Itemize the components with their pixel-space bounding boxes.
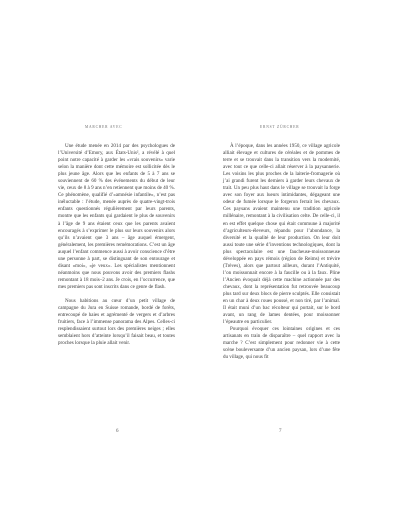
right-paragraph-2: Pourquoi évoquer ces lointaines origines et ces artisanats en train de disparaître – quel rapport avec la marche ? C’est simplement pour redonner vie à cette scène bouleversante d’un ancien paysan, lors d’une fête du village, qui nous fit (223, 326, 340, 361)
left-paragraph-1: Une étude menée en 2014 par des psychologues de l’Université d’Emory, aux États-Unis², a révélé à quel point notre capacité à garder les «vrais souvenirs» varie selon la manière dont cette mémoire est sollicitée dès le plus jeune âge. Alors que les enfants de 5 à 7 ans se souviennent de 60 % des événements du début de leur vie, ceux de 8 à 9 ans n’en retiennent que moins de 40 %. Ce phénomène, qualifié d’«amnésie infantile», n’est pas inéluctable : l’étude, menée auprès de quatre-vingt-trois enfants questionnés régulièrement par leurs parents, montre que les enfants qui gardaient le plus de souvenirs à l’âge de 9 ans étaient ceux que les parents avaient encouragés à s’exprimer le plus sur leurs souvenirs alors qu’ils n’avaient que 3 ans – âge auquel émergent, généralement, les premières remémorations. C’est un âge auquel l’enfant commence aussi à avoir conscience d’être une personne à part, se distinguant de son entourage et disant «moi», «je veux». Les spécialistes mentionnent néanmoins que nous pouvons avoir des premiers flashs remontant à 18 mois–2 ans. Je crois, en l’occurrence, que mes premiers pas sont inscrits dans ce genre de flash. (58, 143, 175, 290)
page-number-left: 6 (116, 429, 119, 434)
left-text-block (58, 143, 175, 347)
right-text-block (223, 143, 340, 361)
right-paragraph-1: À l’époque, dans les années 1950, ce village agricole alliait élevage et cultures de céréales et de pommes de terre et se trouvait dans la transition vers la modernité, avec tout ce que celle-ci allait réserver à la paysannerie. Les voisins les plus proches de la laiterie-fromagerie où j’ai grandi furent les derniers à garder leurs chevaux de trait. Un peu plus haut dans le village se trouvait la forge avec son foyer aux lueurs intimidantes, dégageant une odeur de fumée lorsque le forgeron ferrait les chevaux. Ces paysans avaient maintenu une tradition agricole millénaire, remontant à la civilisation celte. De celle-ci, il en est effet quelque chose qui était commune à majorité d’agriculteurs-éleveurs, répandu pour l’abondance, la diversité et la qualité de leur production. On leur doit aussi toute une série d’inventions technologiques, dont la plus spectaculaire est une faucheuse-moissonneuse développée en pays rémois (région de Reims) et trévire (Trèves), alors que partout ailleurs, durant l’Antiquité, l’on moissonnait encore à la faucille ou à la faux. Pline l’Ancien évoquait déjà cette machine actionnée par des chevaux, dont la représentation fut retrouvée beaucoup plus tard sur deux blocs de pierre sculptés. Elle consistait en un char à deux roues poussé, et non tiré, par l’animal. Il était muni d’un bac récolteur qui portait, sur le bord avant, un rang de lames dentées, pour moissonner l’épeautre en particulier. (223, 143, 340, 326)
running-head-left: MARCHER AVEC (85, 125, 123, 129)
left-paragraph-2: Nous habitions au cœur d’un petit village de campagne du Jura en Suisse romande, bordé de forêts, entrecoupé de haies et agrémenté de vergers et d’arbres fruitiers, face à l’immense panorama des Alpes. Celles-ci resplendissaient surtout lors des premières neiges ; elles semblaient hors d’atteinte lorsqu’il faisait beau, et toutes proches lorsque la pluie allait venir. (58, 297, 175, 347)
page-number-right: 7 (279, 429, 282, 434)
running-head-right: ERNST ZÜRCHER (260, 125, 300, 129)
right-page (200, 0, 400, 520)
